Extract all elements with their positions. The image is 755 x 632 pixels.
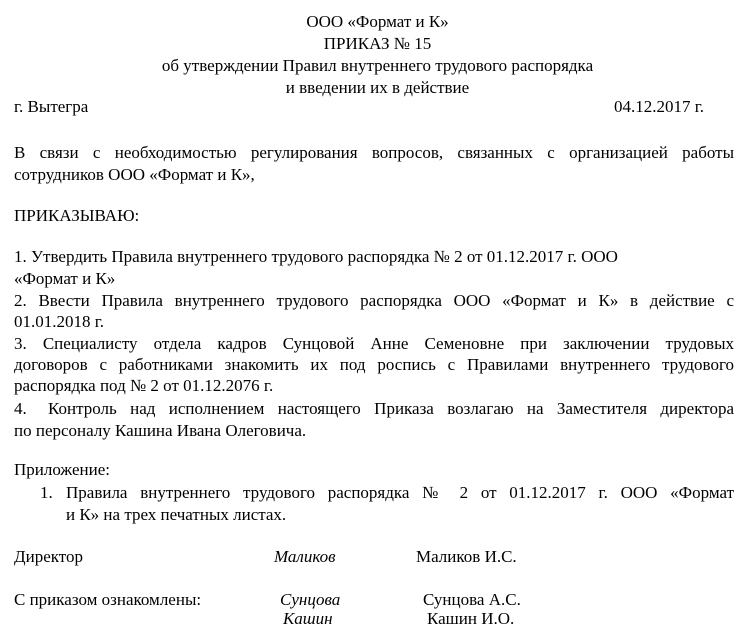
item-2-line-1: 2. Ввести Правила внутреннего трудового распорядка ООО «Формат и К» в действие с — [14, 291, 734, 310]
director-label: Директор — [14, 547, 83, 566]
preamble-line-2: сотрудников ООО «Формат и К», — [14, 165, 255, 184]
item-4-line-1: Контроль над исполнением настоящего Приказа возлагаю на Заместителя директора — [48, 399, 734, 418]
item-1-line-2: «Формат и К» — [14, 269, 116, 288]
name-kashin: Кашин И.О. — [427, 609, 515, 628]
acquainted-label: С приказом ознакомлены: — [14, 590, 202, 609]
item-3-line-2: договоров с работниками знакомить их под роспись с Правилами внутреннего трудового — [14, 355, 734, 374]
item-3-line-3: распорядка под № 2 от 01.12.2076 г. — [14, 376, 274, 395]
organization-name: ООО «Формат и К» — [306, 12, 449, 31]
item-4-number: 4. — [14, 399, 27, 418]
signature-suntsova: Сунцова — [280, 590, 341, 609]
attachment-line-1: Правила внутреннего трудового распорядка № 2 от 01.12.2017 г. ООО «Формат — [66, 483, 734, 502]
attachment-label: Приложение: — [14, 460, 110, 479]
attachment-number: 1. — [40, 483, 53, 502]
item-3-line-1: 3. Специалисту отдела кадров Сунцовой Анне Семеновне при заключении трудовых — [14, 334, 734, 353]
director-name: Маликов И.С. — [416, 547, 517, 566]
order-subject-line-2: и введении их в действие — [285, 78, 470, 97]
order-word: ПРИКАЗЫВАЮ: — [14, 206, 140, 225]
order-subject-line-1: об утверждении Правил внутреннего трудового распорядка — [161, 56, 594, 75]
item-1-line-1: 1. Утвердить Правила внутреннего трудового распорядка № 2 от 01.12.2017 г. ООО — [14, 247, 618, 266]
director-signature: Маликов — [274, 547, 336, 566]
name-suntsova: Сунцова А.С. — [423, 590, 521, 609]
order-title: ПРИКАЗ № 15 — [323, 34, 432, 53]
attachment-line-2: и К» на трех печатных листах. — [66, 505, 287, 524]
signature-kashin: Кашин — [283, 609, 333, 628]
item-4-line-2: по персоналу Кашина Ивана Олеговича. — [14, 421, 307, 440]
item-2-line-2: 01.01.2018 г. — [14, 312, 105, 331]
date: 04.12.2017 г. — [614, 97, 705, 116]
place: г. Вытегра — [14, 97, 89, 116]
preamble-line-1: В связи с необходимостью регулирования вопросов, связанных с организацией работы — [14, 143, 734, 162]
